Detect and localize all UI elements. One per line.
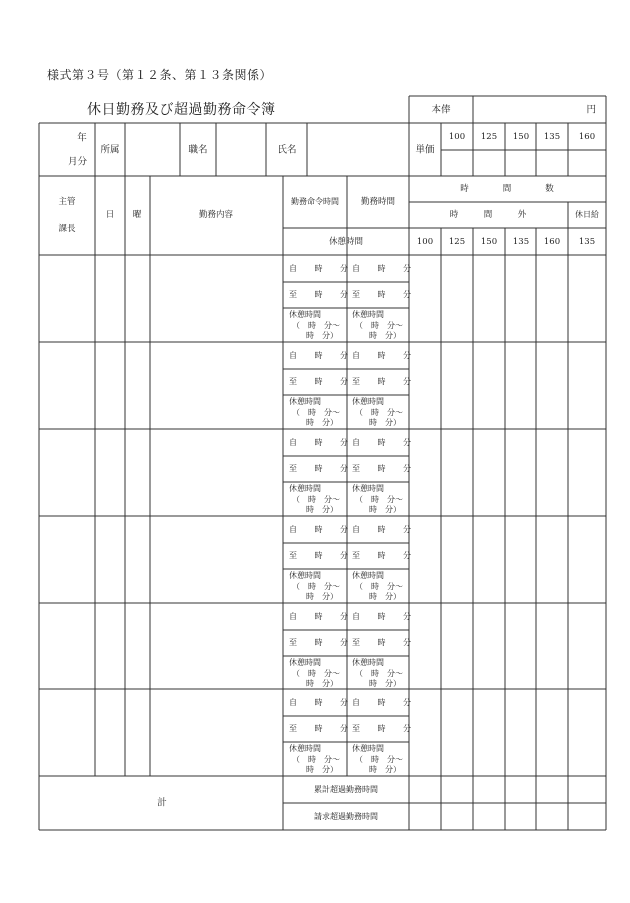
break-from-field: （ 時 分～ — [355, 669, 403, 678]
break-from-field: （ 時 分～ — [355, 321, 403, 330]
weekday-column-header: 曜 — [132, 209, 142, 220]
break-time-label: 休憩時間 — [289, 397, 321, 406]
from-time-field: 自 時 分 — [289, 351, 349, 360]
break-to-field: 時 分） — [306, 592, 338, 601]
to-time-field: 至 時 分 — [352, 724, 412, 733]
to-time-field: 至 時 分 — [352, 464, 412, 473]
break-time-label: 休憩時間 — [289, 744, 321, 753]
to-time-field: 至 時 分 — [289, 377, 349, 386]
from-time-field: 自 時 分 — [352, 525, 412, 534]
break-from-field: （ 時 分～ — [292, 408, 340, 417]
to-time-field: 至 時 分 — [289, 638, 349, 647]
from-time-field: 自 時 分 — [352, 438, 412, 447]
from-time-field: 自 時 分 — [289, 612, 349, 621]
to-time-field: 至 時 分 — [289, 551, 349, 560]
hour-column-header: 135 — [512, 236, 530, 247]
hours-count-header: 時 間 数 — [460, 183, 554, 194]
from-time-field: 自 時 分 — [289, 438, 349, 447]
rate-value: 100 — [448, 131, 466, 142]
to-time-field: 至 時 分 — [352, 290, 412, 299]
break-time-label: 休憩時間 — [352, 310, 384, 319]
from-time-field: 自 時 分 — [352, 351, 412, 360]
from-time-field: 自 時 分 — [289, 525, 349, 534]
to-time-field: 至 時 分 — [352, 638, 412, 647]
break-time-label: 休憩時間 — [352, 658, 384, 667]
year-label: 年 — [77, 132, 87, 144]
break-from-field: （ 時 分～ — [355, 495, 403, 504]
break-time-label: 休憩時間 — [352, 484, 384, 493]
supervisor-label-top: 主管 — [58, 196, 76, 207]
document-title: 休日勤務及び超過勤務命令簿 — [87, 102, 276, 118]
to-time-field: 至 時 分 — [289, 724, 349, 733]
break-to-field: 時 分） — [369, 505, 401, 514]
to-time-field: 至 時 分 — [289, 464, 349, 473]
department-label: 所属 — [100, 144, 120, 156]
from-time-field: 自 時 分 — [352, 698, 412, 707]
overtime-header: 時 間 外 — [449, 209, 527, 220]
hour-column-header: 100 — [416, 236, 434, 247]
day-column-header: 日 — [105, 209, 115, 220]
cumulative-overtime-label: 累計超過勤務時間 — [314, 785, 378, 794]
break-to-field: 時 分） — [306, 765, 338, 774]
month-day-label: 月分 — [68, 156, 88, 168]
break-from-field: （ 時 分～ — [355, 582, 403, 591]
rate-value: 135 — [543, 131, 561, 142]
break-time-column-header: 休憩時間 — [328, 236, 364, 247]
break-time-label: 休憩時間 — [289, 658, 321, 667]
break-from-field: （ 時 分～ — [292, 755, 340, 764]
break-to-field: 時 分） — [369, 679, 401, 688]
unit-price-label: 単価 — [415, 144, 435, 156]
claimed-overtime-label: 請求超過勤務時間 — [314, 812, 378, 821]
break-from-field: （ 時 分～ — [292, 582, 340, 591]
rate-value: 150 — [512, 131, 530, 142]
to-time-field: 至 時 分 — [352, 551, 412, 560]
ordered-time-column-header: 勤務命令時間 — [291, 197, 339, 206]
break-from-field: （ 時 分～ — [292, 321, 340, 330]
break-to-field: 時 分） — [306, 331, 338, 340]
break-to-field: 時 分） — [306, 418, 338, 427]
break-to-field: 時 分） — [369, 331, 401, 340]
supervisor-label-bottom: 課長 — [58, 223, 76, 234]
break-from-field: （ 時 分～ — [355, 408, 403, 417]
base-pay-label: 本俸 — [431, 104, 451, 116]
yen-label: 円 — [586, 104, 596, 116]
rate-value: 125 — [480, 131, 498, 142]
break-time-label: 休憩時間 — [352, 397, 384, 406]
hour-column-header: 150 — [480, 236, 498, 247]
hour-column-header: 125 — [448, 236, 466, 247]
break-time-label: 休憩時間 — [289, 484, 321, 493]
break-time-label: 休憩時間 — [289, 310, 321, 319]
hour-column-header: 135 — [578, 236, 596, 247]
break-time-label: 休憩時間 — [352, 744, 384, 753]
to-time-field: 至 時 分 — [289, 290, 349, 299]
work-time-column-header: 勤務時間 — [360, 196, 396, 207]
work-content-column-header: 勤務内容 — [198, 209, 234, 220]
from-time-field: 自 時 分 — [352, 264, 412, 273]
break-to-field: 時 分） — [306, 679, 338, 688]
from-time-field: 自 時 分 — [289, 264, 349, 273]
from-time-field: 自 時 分 — [289, 698, 349, 707]
break-from-field: （ 時 分～ — [292, 669, 340, 678]
break-to-field: 時 分） — [369, 418, 401, 427]
break-to-field: 時 分） — [306, 505, 338, 514]
total-label: 計 — [157, 797, 167, 809]
to-time-field: 至 時 分 — [352, 377, 412, 386]
break-time-label: 休憩時間 — [289, 571, 321, 580]
break-to-field: 時 分） — [369, 765, 401, 774]
break-from-field: （ 時 分～ — [355, 755, 403, 764]
name-label: 氏名 — [277, 144, 297, 156]
position-label: 職名 — [188, 144, 208, 156]
hour-column-header: 160 — [543, 236, 561, 247]
holiday-pay-header: 休日給 — [575, 210, 599, 219]
break-from-field: （ 時 分～ — [292, 495, 340, 504]
form-number: 様式第３号（第１２条、第１３条関係） — [47, 68, 273, 82]
rate-value: 160 — [578, 131, 596, 142]
break-time-label: 休憩時間 — [352, 571, 384, 580]
break-to-field: 時 分） — [369, 592, 401, 601]
from-time-field: 自 時 分 — [352, 612, 412, 621]
